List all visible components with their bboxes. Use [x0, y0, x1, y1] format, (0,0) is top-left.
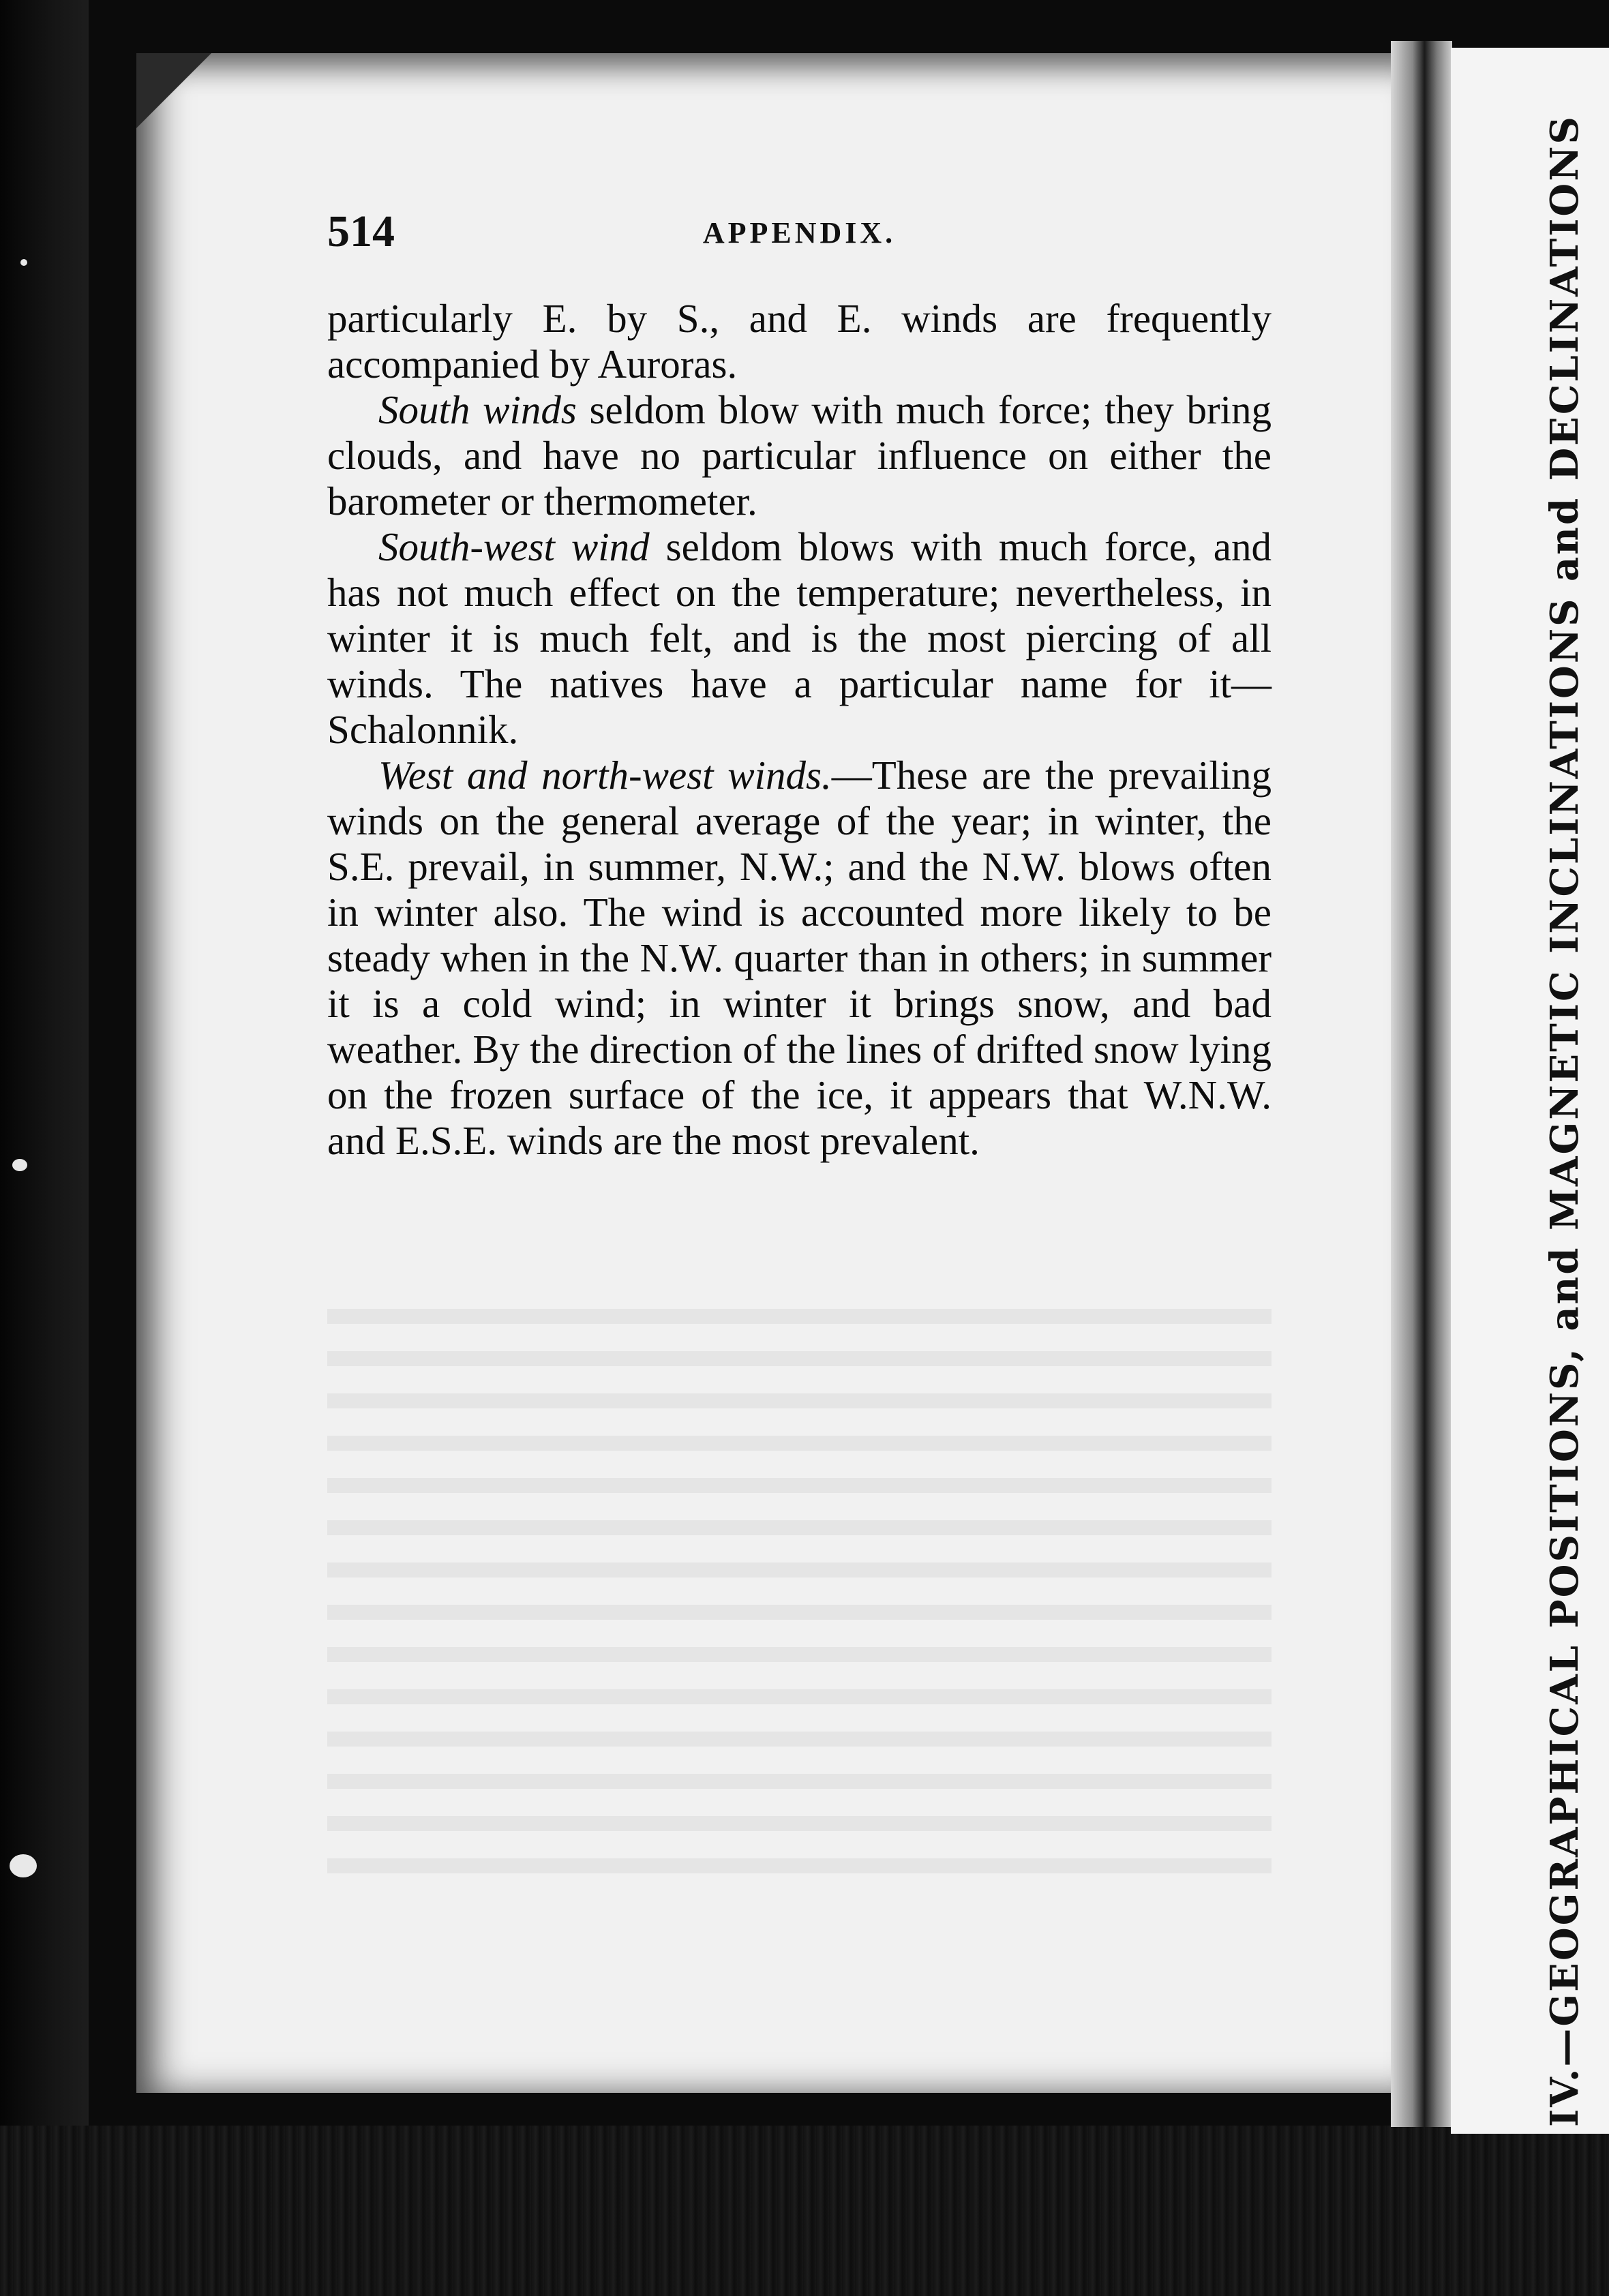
facing-page-heading: IV.—GEOGRAPHICAL POSITIONS, and MAGNETIC INCLINATIONS and DECLINATIONS: [1542, 115, 1587, 2127]
folded-corner: [136, 53, 211, 128]
scan-speck: [10, 1854, 37, 1877]
book-bottom-edge: [0, 2126, 1609, 2296]
running-head: [327, 206, 1272, 260]
paragraph-text: particularly E. by S., and E. winds are frequently accompanied by Auroras.: [327, 296, 1272, 387]
scan-speck: [20, 259, 27, 266]
scan-speck: [12, 1159, 27, 1171]
paragraph-text: —These are the prevailing winds on the general average of the year; in winter, the S.E. prevail, in summer, N.W.; and the N.W. blows often in winter also. The wind is accounted more likely to be steady when in the N.W. quarter than in others; in summer it is a cold wind; in winter it brings snow, and bad weather. By the direction of the lines of drifted snow lying on the frozen surface of the ice, it appears that W.N.W. and E.S.E. winds are the most prevalent.: [327, 753, 1272, 1163]
paragraph: [327, 753, 1272, 1164]
show-through-text: [327, 1282, 1272, 1895]
section-title: APPENDIX.: [702, 216, 897, 250]
book-gutter: [1391, 41, 1452, 2127]
paragraph: [327, 296, 1272, 387]
paragraph-lead: South winds: [378, 387, 577, 432]
paragraph-text: seldom blow with much force; they bring clouds, and have no particular influence on either the barometer or thermometer.: [327, 387, 1272, 524]
body-text: [327, 296, 1272, 1164]
paragraph-text: seldom blows with much force, and has not much effect on the temperature; nevertheless, in winter it is much felt, and is the most piercing of all winds. The natives have a particular name for it—Schalonnik.: [327, 524, 1272, 752]
paragraph-lead: South-west wind: [378, 524, 650, 569]
page-number: 514: [327, 207, 395, 256]
paragraph: [327, 524, 1272, 753]
paragraph: [327, 387, 1272, 524]
book-left-edge: [0, 0, 89, 2296]
paragraph-lead: West and north-west winds.: [378, 753, 832, 798]
